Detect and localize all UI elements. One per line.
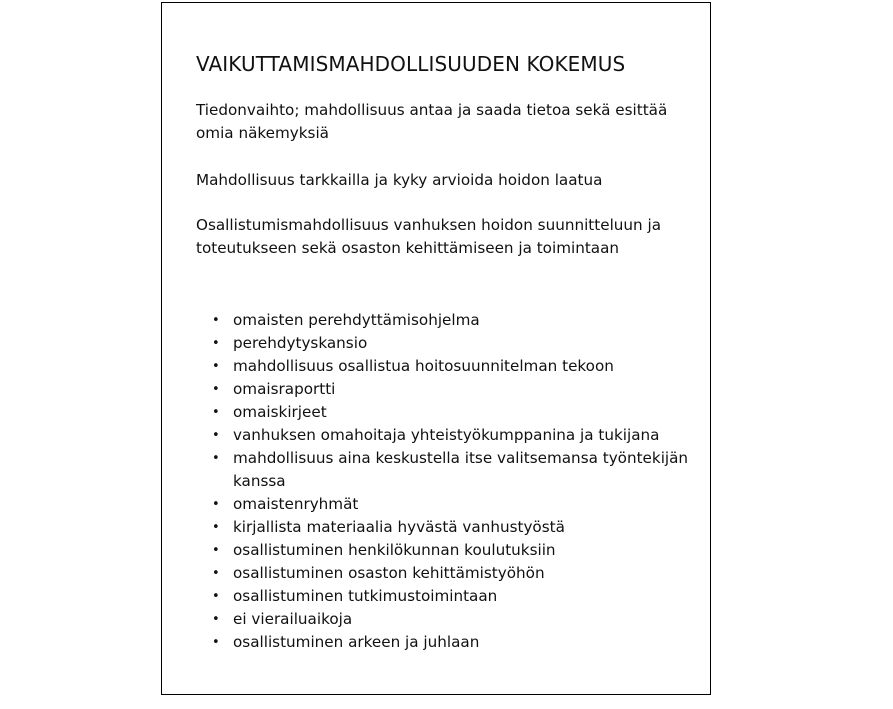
bullet-icon: • <box>212 359 220 374</box>
list-item-text: osallistuminen tutkimustoimintaan <box>233 587 498 605</box>
paragraph-participation: Osallistumismahdollisuus vanhuksen hoidon suunnitteluun ja toteutukseen sekä osaston kehittämiseen ja toimintaan <box>196 216 662 257</box>
list-item <box>198 355 698 378</box>
paragraph-information-exchange: Tiedonvaihto; mahdollisuus antaa ja saada tietoa sekä esittää omia näkemyksiä <box>196 101 668 142</box>
list-item <box>198 447 698 493</box>
bullet-icon: • <box>212 543 220 558</box>
bullet-icon: • <box>212 612 220 627</box>
list-item <box>198 309 698 332</box>
list-item <box>198 516 698 539</box>
list-item <box>198 539 698 562</box>
list-item <box>198 378 698 401</box>
list-item <box>198 608 698 631</box>
list-item <box>198 493 698 516</box>
list-item-text: omaiskirjeet <box>233 403 327 421</box>
list-item-text: mahdollisuus aina keskustella itse valitsemansa työntekijän kanssa <box>233 449 689 490</box>
bullet-icon: • <box>212 313 220 328</box>
paragraph-quality-evaluation: Mahdollisuus tarkkailla ja kyky arvioida hoidon laatua <box>196 171 603 189</box>
list-item <box>198 562 698 585</box>
list-item-text: vanhuksen omahoitaja yhteistyökumppanina ja tukijana <box>233 426 660 444</box>
bullet-icon: • <box>212 566 220 581</box>
bullet-icon: • <box>212 635 220 650</box>
list-item <box>198 631 698 654</box>
list-item-text: omaisten perehdyttämisohjelma <box>233 311 480 329</box>
list-item-text: omaistenryhmät <box>233 495 359 513</box>
list-item-text: ei vierailuaikoja <box>233 610 353 628</box>
bullet-icon: • <box>212 405 220 420</box>
document-title: VAIKUTTAMISMAHDOLLISUUDEN KOKEMUS <box>196 52 626 76</box>
list-item <box>198 424 698 447</box>
list-item-text: kirjallista materiaalia hyvästä vanhustyöstä <box>233 518 565 536</box>
bullet-icon: • <box>212 589 220 604</box>
list-item-text: mahdollisuus osallistua hoitosuunnitelman tekoon <box>233 357 614 375</box>
bullet-icon: • <box>212 336 220 351</box>
list-item-text: omaisraportti <box>233 380 336 398</box>
list-item <box>198 585 698 608</box>
list-item-text: osallistuminen henkilökunnan koulutuksiin <box>233 541 556 559</box>
list-item-text: osallistuminen osaston kehittämistyöhön <box>233 564 545 582</box>
bullet-icon: • <box>212 497 220 512</box>
bullet-icon: • <box>212 451 220 466</box>
document-page <box>161 2 711 695</box>
list-item-text: osallistuminen arkeen ja juhlaan <box>233 633 480 651</box>
bullet-icon: • <box>212 428 220 443</box>
list-item <box>198 332 698 355</box>
list-item <box>198 401 698 424</box>
bullet-icon: • <box>212 382 220 397</box>
measures-list <box>198 309 698 654</box>
list-item-text: perehdytyskansio <box>233 334 368 352</box>
bullet-icon: • <box>212 520 220 535</box>
